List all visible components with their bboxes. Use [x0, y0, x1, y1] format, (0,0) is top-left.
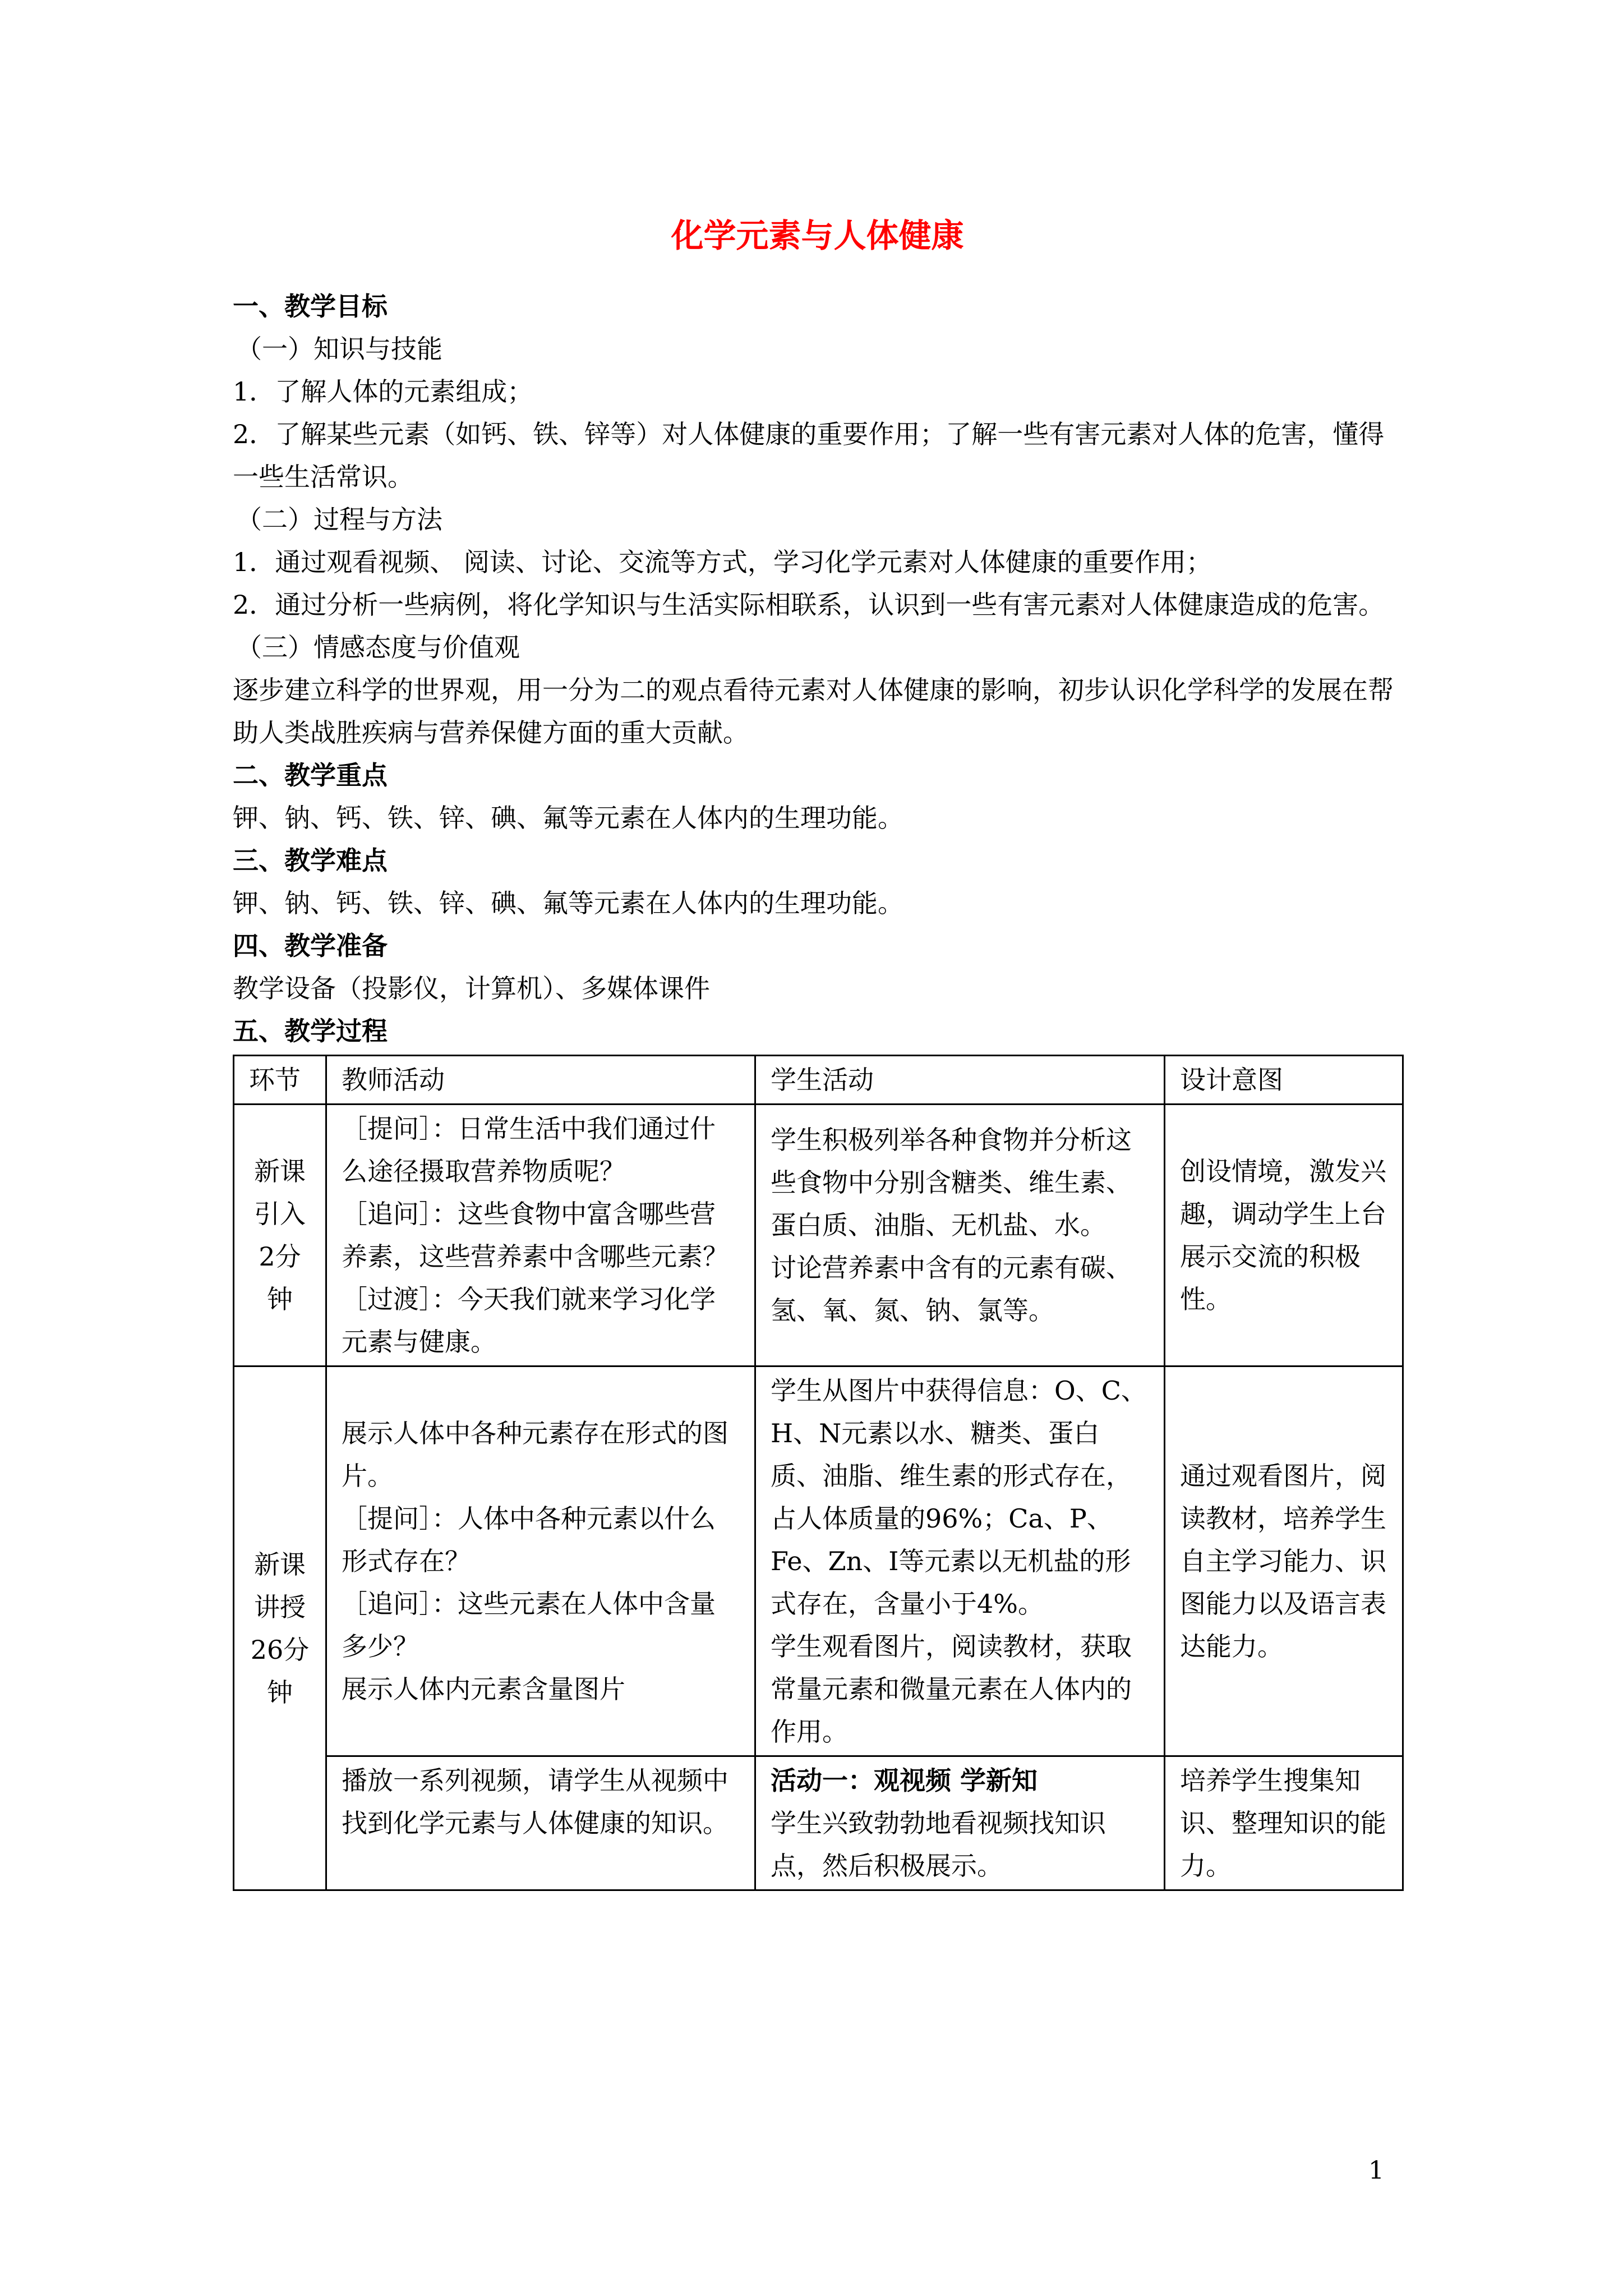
intent-cell: 培养学生搜集知识、整理知识的能力。 — [1165, 1756, 1403, 1890]
teacher-line: ［提问］：日常生活中我们通过什么途径摄取营养物质呢？ — [342, 1114, 716, 1186]
section-heading-key-points: 二、教学重点 — [233, 760, 388, 790]
header-stage: 环节 — [234, 1056, 326, 1105]
student-line: 讨论营养素中含有的元素有碳、氢、氧、氮、钠、氯等。 — [771, 1253, 1132, 1326]
teacher-line: ［过渡］：今天我们就来学习化学元素与健康。 — [342, 1284, 716, 1357]
student-line: 学生从图片中获得信息：O、C、H、N元素以水、糖类、蛋白质、油脂、维生素的形式存在，占人体质量的96%；Ca、P、Fe、Zn、I等元素以无机盐的形式存在，含量小于4%。 — [771, 1375, 1147, 1619]
objective-item: 1．了解人体的元素组成； — [233, 376, 533, 407]
stage-label: 新课引入2分钟 — [254, 1156, 306, 1314]
table-header-row — [234, 1056, 1403, 1105]
teacher-line: 展示人体中各种元素存在形式的图片。 — [342, 1418, 728, 1491]
intent-cell: 创设情境，激发兴趣，调动学生上台展示交流的积极性。 — [1165, 1105, 1403, 1366]
page-title: 化学元素与人体健康 — [671, 217, 964, 255]
stage-cell — [234, 1366, 326, 1890]
teacher-line: ［提问］：人体中各种元素以什么形式存在？ — [342, 1503, 716, 1576]
teacher-cell — [326, 1105, 755, 1366]
table-row — [234, 1756, 1403, 1890]
section-heading-process: 五、教学过程 — [233, 1016, 388, 1046]
table-row — [234, 1105, 1403, 1366]
student-line: 学生积极列举各种食物并分析这些食物中分别含糖类、维生素、蛋白质、油脂、无机盐、水。 — [771, 1125, 1132, 1240]
header-teacher: 教师活动 — [326, 1056, 755, 1105]
subheading-values: （三）情感态度与价值观 — [236, 632, 520, 662]
teacher-cell — [326, 1366, 755, 1756]
section-heading-preparation: 四、教学准备 — [233, 931, 388, 961]
header-intent: 设计意图 — [1165, 1056, 1403, 1105]
section-heading-objectives: 一、教学目标 — [233, 291, 388, 321]
subheading-knowledge: （一）知识与技能 — [236, 334, 442, 364]
key-points-text: 钾、钠、钙、铁、锌、碘、氟等元素在人体内的生理功能。 — [233, 803, 903, 833]
header-student: 学生活动 — [755, 1056, 1165, 1105]
subheading-process: （二）过程与方法 — [236, 504, 442, 535]
section-heading-difficulties: 三、教学难点 — [233, 845, 388, 876]
student-cell — [755, 1105, 1165, 1366]
student-cell — [755, 1756, 1165, 1890]
teacher-line: 展示人体内元素含量图片 — [342, 1674, 625, 1704]
teaching-process-table — [233, 1055, 1404, 1891]
stage-label: 新课讲授26分钟 — [250, 1549, 310, 1708]
preparation-text: 教学设备（投影仪，计算机）、多媒体课件 — [233, 973, 710, 1004]
activity-heading: 活动一：观视频 学新知 — [771, 1765, 1038, 1796]
document-page — [233, 213, 1402, 1891]
table-row — [234, 1366, 1403, 1756]
teacher-cell: 播放一系列视频，请学生从视频中找到化学元素与人体健康的知识。 — [326, 1756, 755, 1890]
teacher-line: ［追问］：这些元素在人体中含量多少？ — [342, 1589, 716, 1662]
values-text: 逐步建立科学的世界观，用一分为二的观点看待元素对人体健康的影响，初步认识化学科学的发展在帮助人类战胜疾病与营养保健方面的重大贡献。 — [233, 675, 1394, 748]
student-line: 学生观看图片，阅读教材，获取常量元素和微量元素在人体内的作用。 — [771, 1631, 1132, 1747]
student-cell — [755, 1366, 1165, 1756]
teacher-line: ［追问］：这些食物中富含哪些营养素，这些营养素中含哪些元素？ — [342, 1199, 728, 1272]
objective-item: 2．了解某些元素（如钙、铁、锌等）对人体健康的重要作用；了解一些有害元素对人体的危害，懂得一些生活常识。 — [233, 419, 1385, 492]
objective-item: 2．通过分析一些病例，将化学知识与生活实际相联系，认识到一些有害元素对人体健康造成的危害。 — [233, 590, 1385, 620]
intent-cell: 通过观看图片，阅读教材，培养学生自主学习能力、识图能力以及语言表达能力。 — [1165, 1366, 1403, 1756]
objective-item: 1．通过观看视频、 阅读、讨论、交流等方式，学习化学元素对人体健康的重要作用； — [233, 547, 1212, 577]
student-line: 学生兴致勃勃地看视频找知识点，然后积极展示。 — [771, 1808, 1106, 1881]
page-number: 1 — [1368, 2156, 1384, 2185]
stage-cell — [234, 1105, 326, 1366]
difficulties-text: 钾、钠、钙、铁、锌、碘、氟等元素在人体内的生理功能。 — [233, 888, 903, 918]
